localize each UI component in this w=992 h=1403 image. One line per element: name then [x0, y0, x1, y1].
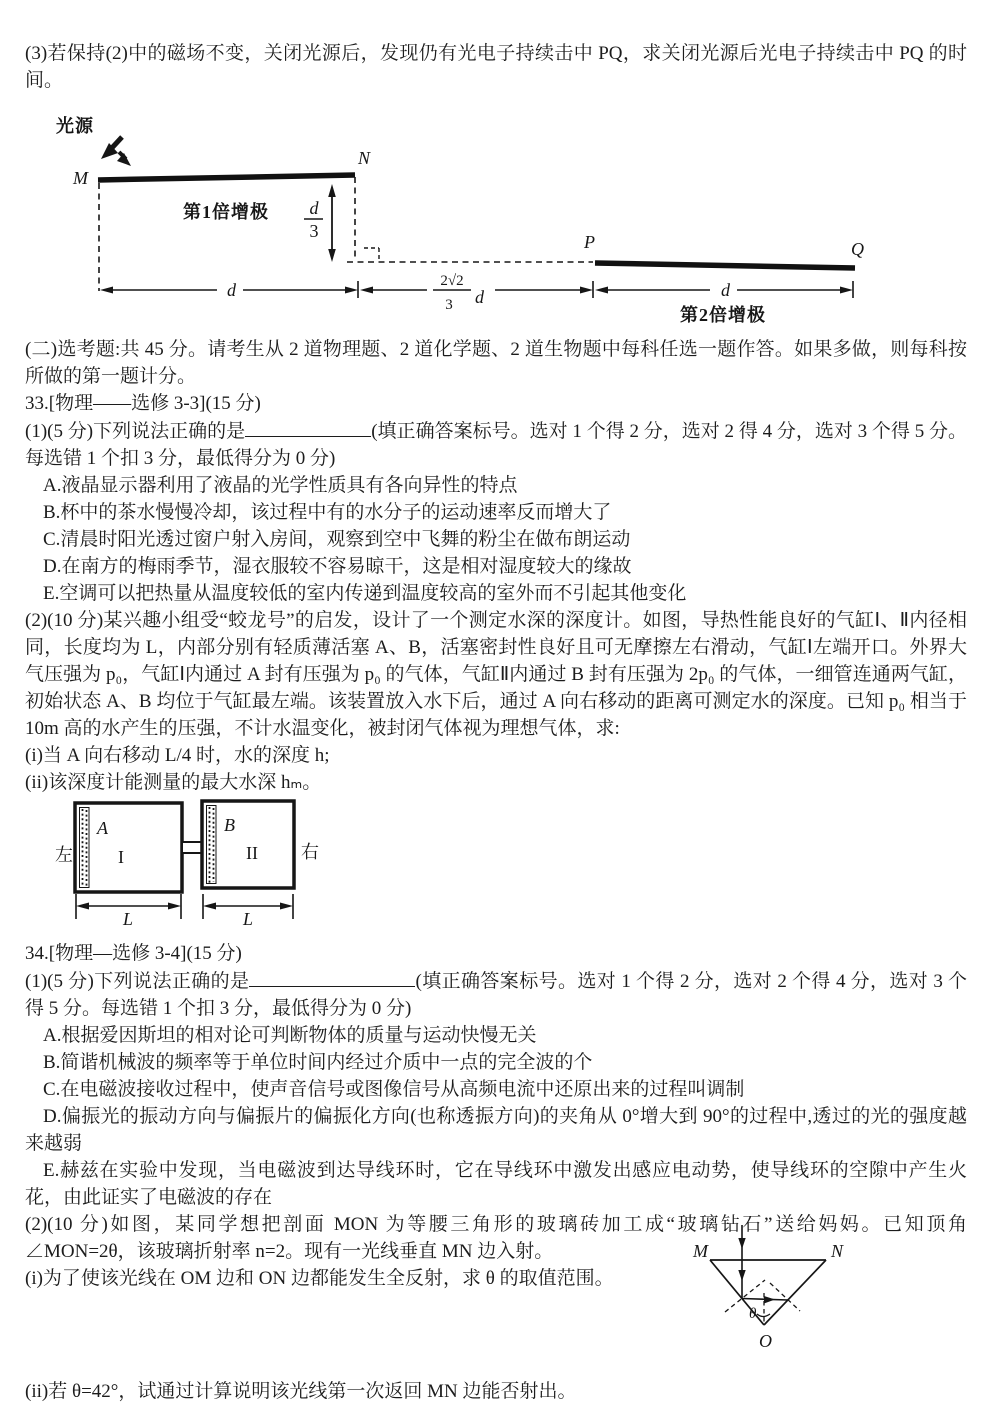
question-3-followup: (3)若保持(2)中的磁场不变，关闭光源后，发现仍有光电子持续击中 PQ，求关闭光源后光电子持续击中 PQ 的时间。: [25, 43, 967, 91]
q34-option-e: E.赫兹在实验中发现，当电磁波到达导线环时，它在导线环中激发出感应电动势，使导线环的空隙中产生火花，由此证实了电磁波的存在: [25, 1160, 967, 1208]
dim-l-cylinder1: [76, 894, 181, 928]
label-a: A: [97, 818, 108, 838]
q33-answer-blank: [245, 417, 371, 437]
svg-text:L: L: [123, 909, 134, 928]
q34-title: 34.[物理—选修 3-4](15 分): [25, 943, 242, 964]
q33-option-b: B.杯中的茶水慢慢冷却，该过程中有的水分子的运动速率反而增大了: [43, 502, 612, 523]
label-q: Q: [851, 239, 864, 259]
dim-d-over-3: [304, 184, 336, 262]
electrode1-label: 第1倍增极: [183, 202, 269, 222]
q34-option-c: C.在电磁波接收过程中，使声音信号或图像信号从高频电流中还原出来的过程叫调制: [43, 1079, 745, 1100]
q34-part2: (2)(10 分)如图，某同学想把剖面 MON 为等腰三角形的玻璃砖加工成“玻璃钻石”送给妈妈。已知顶角∠MON=2θ，该玻璃折射率 n=2。现有一光线垂直 MN 边入射。: [25, 1214, 967, 1262]
q33-sub-i: (i)当 A 向右移动 L/4 时，水的深度 h;: [25, 745, 330, 766]
q33-option-c: C.清晨时阳光透过窗户射入房间，观察到空中飞舞的粉尘在做布朗运动: [43, 529, 631, 550]
theta-arc: [757, 1314, 770, 1317]
svg-text:L: L: [243, 909, 254, 928]
incident-ray: [738, 1225, 745, 1299]
label-theta: θ: [749, 1306, 757, 1322]
electrode1-plate: [98, 175, 355, 180]
refracted-ray: [742, 1296, 788, 1304]
label-m: M: [693, 1241, 708, 1261]
light-source-icon: [101, 137, 131, 166]
q34-sub-ii: (ii)若 θ=42°，试通过计算说明该光线第一次返回 MN 边能否射出。: [25, 1381, 577, 1402]
figure-photomultiplier: [25, 108, 967, 334]
svg-text:2√2: 2√2: [440, 273, 464, 289]
dim-l-cylinder2: [203, 894, 293, 928]
label-o: O: [759, 1331, 772, 1351]
q34-option-a: A.根据爱因斯坦的相对论可判断物体的质量与运动快慢无关: [43, 1025, 537, 1046]
electrode2-plate: [595, 263, 855, 268]
normal-on-on: [770, 1283, 800, 1311]
q34-part1-prefix: (1)(5 分)下列说法正确的是: [25, 971, 250, 992]
label-cyl2: II: [246, 843, 258, 863]
q33-part2: (2)(10 分)某兴趣小组受“蛟龙号”的启发，设计了一个测定水深的深度计。如图，导热性能良好的气缸Ⅰ、Ⅱ内径相同，长度均为 L，内部分别有轻质薄活塞 A、B，活塞密封性良好且可无摩擦左右滑动，气缸Ⅰ左端开口。外界大气压强为 p₀，气缸Ⅰ内通过 A 封有压强为 p₀ 的气体，气缸Ⅱ内通过 B 封有压强为 2p₀ 的气体，一细管连通两气缸，初始状态 A、B 均位于气缸最左端。该装置放入水下后，通过 A 向右移动的距离可测定水的深度。已知 p₀ 相当于 10m 高的水产生的压强，不计水温变化，被封闭气体视为理想气体，求:: [25, 610, 967, 739]
electrode2-label: 第2倍增极: [680, 305, 766, 325]
label-p: P: [584, 232, 595, 252]
svg-text:d: d: [227, 280, 236, 300]
right-angle-marker: [364, 248, 379, 262]
figure-prism: [685, 1213, 860, 1366]
svg-text:d: d: [475, 287, 484, 307]
connecting-tube: [182, 842, 202, 853]
label-b: B: [224, 815, 235, 835]
q34-option-b: B.简谐机械波的频率等于单位时间内经过介质中一点的完全波的个: [43, 1052, 593, 1073]
q33-part1: [25, 417, 967, 472]
q34-part1: [25, 967, 967, 1022]
cylinder-1: [75, 803, 182, 892]
q33-title: 33.[物理——选修 3-3](15 分): [25, 393, 261, 414]
piston-a: [80, 808, 90, 888]
svg-text:3: 3: [309, 221, 319, 241]
q33-part1-prefix: (1)(5 分)下列说法正确的是: [25, 421, 246, 442]
section-2-intro: (二)选考题:共 45 分。请考生从 2 道物理题、2 道化学题、2 道生物题中每科任选一题作答。如果多做，则每科按所做的第一题计分。: [25, 339, 967, 387]
label-right: 右: [301, 842, 319, 862]
q34-part1-suffix: (填正确答案标号。选对 1 个得 2 分，选对 2 个得 4 分，选对 3 个得 5 分。每选错 1 个扣 3 分，最低得分为 0 分): [25, 971, 967, 1019]
q33-part1-suffix: (填正确答案标号。选对 1 个得 2 分，选对 2 得 4 分，选对 3 个得 5 分。每选错 1 个扣 3 分，最低得分为 0 分): [25, 421, 967, 469]
q34-sub-i: (i)为了使该光线在 OM 边和 ON 边都能发生全反射，求 θ 的取值范围。: [25, 1268, 614, 1289]
light-source-label: 光源: [56, 116, 94, 136]
label-n: N: [358, 148, 371, 168]
svg-text:3: 3: [445, 297, 453, 313]
q33-sub-ii: (ii)该深度计能测量的最大水深 hₘ。: [25, 772, 322, 793]
q34-answer-blank: [249, 967, 415, 987]
figure-cylinders: [55, 798, 967, 936]
q33-option-a: A.液晶显示器利用了液晶的光学性质具有各向异性的特点: [43, 475, 518, 496]
svg-text:d: d: [721, 280, 730, 300]
label-cyl1: I: [118, 847, 124, 867]
piston-b: [207, 806, 217, 884]
label-m: M: [73, 168, 88, 188]
q33-option-d: D.在南方的梅雨季节，湿衣服较不容易晾干，这是相对湿度较大的缘故: [43, 556, 632, 577]
label-n: N: [831, 1241, 844, 1261]
label-left: 左: [55, 845, 73, 865]
q33-option-e: E.空调可以把热量从温度较低的室内传递到温度较高的室外而不引起其他变化: [43, 583, 687, 604]
svg-text:d: d: [309, 198, 319, 218]
q34-option-d: D.偏振光的振动方向与偏振片的偏振化方向(也称透振方向)的夹角从 0°增大到 90°的过程中,透过的光的强度越来越弱: [25, 1106, 967, 1154]
